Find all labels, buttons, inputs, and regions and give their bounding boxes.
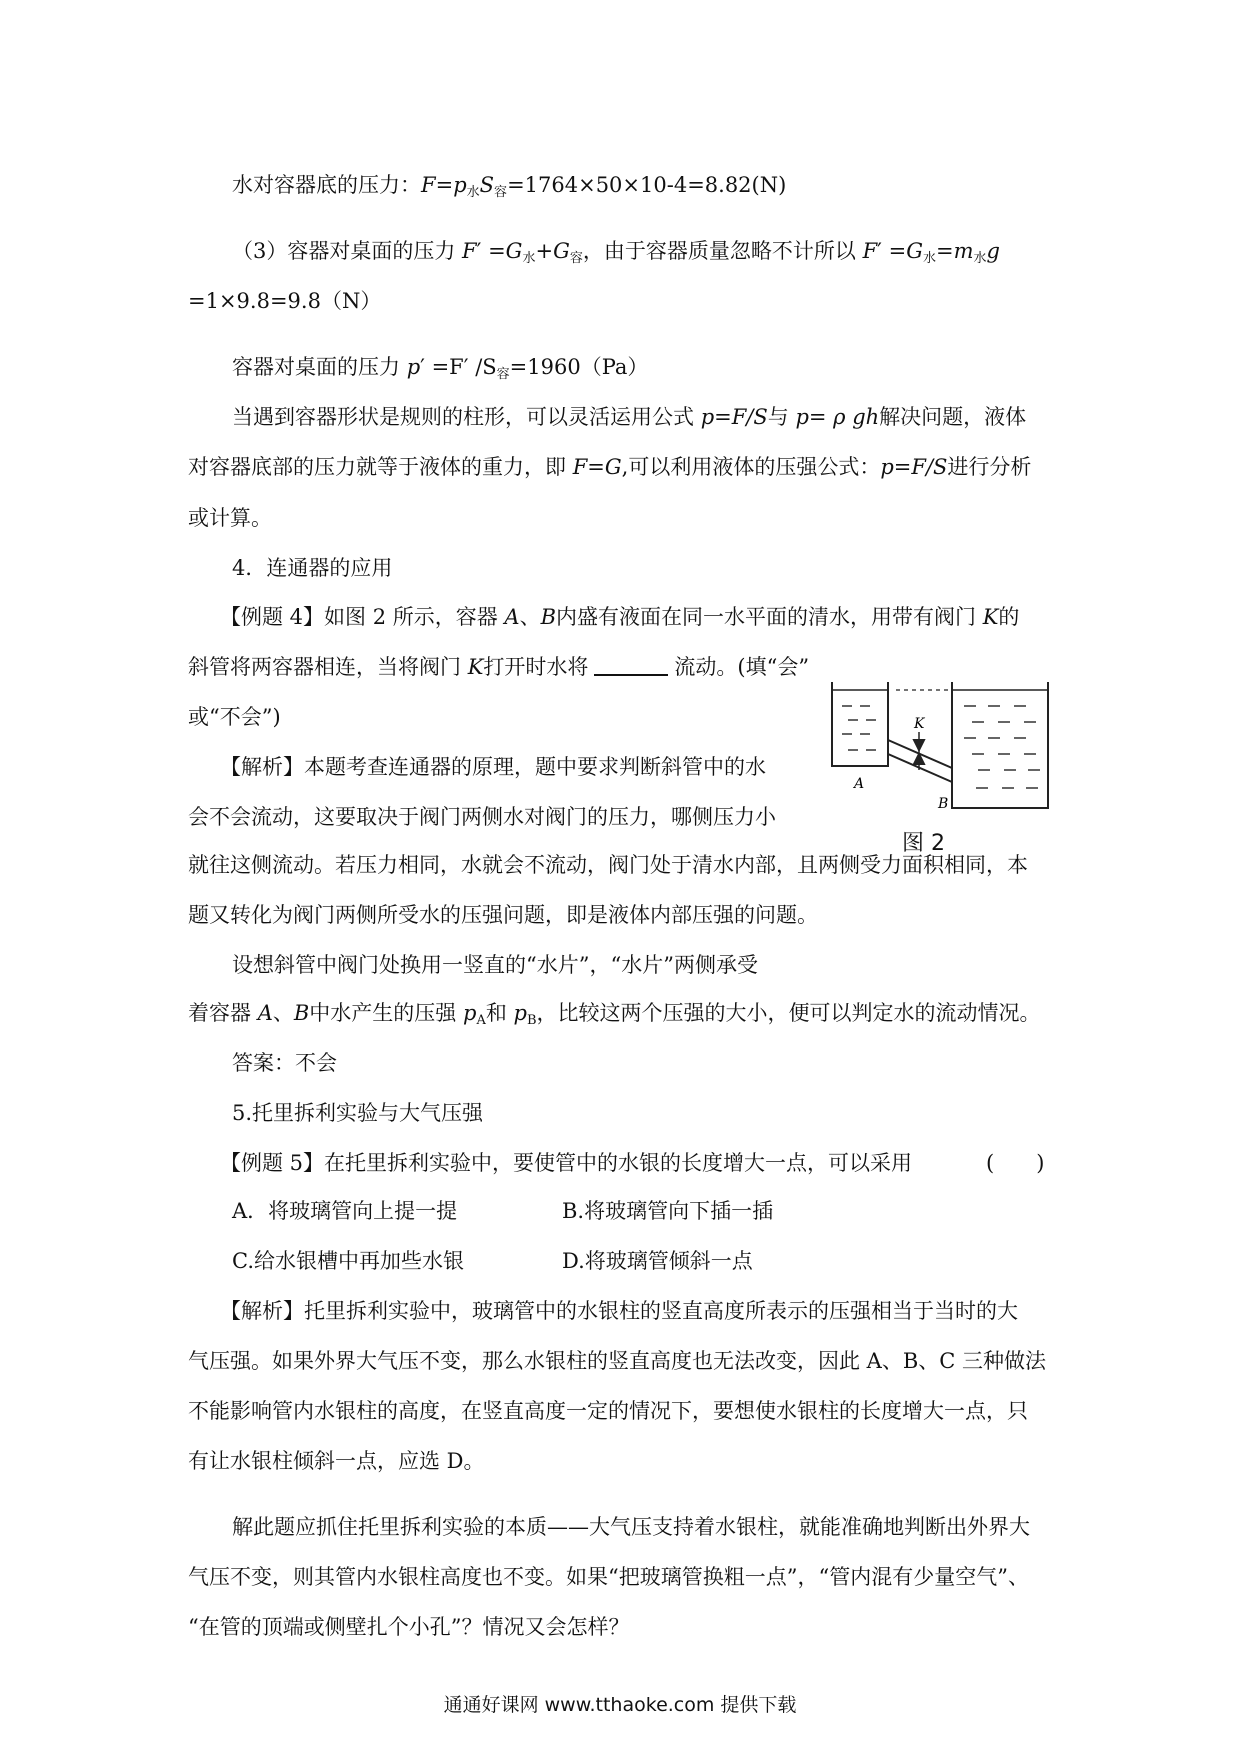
text: 和 xyxy=(485,1001,514,1025)
page-footer: 通通好课网 www.tthaoke.com 提供下载 xyxy=(443,1694,797,1716)
figure-2-diagram xyxy=(828,670,1054,830)
text: ′ =F′ /S xyxy=(420,355,497,379)
symbol: F xyxy=(462,239,477,263)
section-heading: 5.托里拆利实验与大气压强 xyxy=(232,1101,484,1125)
text: ,可以利用液体的压强公式： xyxy=(621,455,881,479)
symbol: B xyxy=(540,605,557,629)
text: 对容器底部的压力就等于液体的重力，即 xyxy=(188,455,573,479)
answer-blank xyxy=(594,654,668,676)
text: 【例题 4】如图 2 所示，容器 xyxy=(220,605,505,629)
symbol: G xyxy=(906,239,923,263)
text: ，由于容器质量忽略不计所以 xyxy=(582,239,863,263)
text-line: 设想斜管中阀门处换用一竖直的“水片”，“水片”两侧承受 xyxy=(232,953,758,977)
text: 解决问题，液体 xyxy=(879,405,1027,429)
text: 水对容器底的压力： xyxy=(232,173,421,197)
symbol: G xyxy=(553,239,570,263)
text: = xyxy=(435,173,454,197)
text: 流动。(填“会” xyxy=(674,655,810,679)
text: 当遇到容器形状是规则的柱形，可以灵活运用公式 xyxy=(232,405,701,429)
text-line: 有让水银柱倾斜一点，应选 D。 xyxy=(188,1449,485,1473)
text-line: 会不会流动，这要取决于阀门两侧水对阀门的压力，哪侧压力小 xyxy=(188,805,776,829)
text-line xyxy=(220,602,1019,632)
figure-label-a: A xyxy=(854,776,865,792)
subscript: 容 xyxy=(496,367,510,382)
text: =1764×50×10-4=8.82(N) xyxy=(507,173,787,197)
text-line: 【解析】本题考查连通器的原理，题中要求判断斜管中的水 xyxy=(220,755,766,779)
answer-bracket: ( ) xyxy=(986,1151,1045,1175)
symbol: p xyxy=(453,173,467,197)
symbol: S xyxy=(479,173,495,197)
text-line: 题又转化为阀门两侧所受水的压强问题，即是液体内部压强的问题。 xyxy=(188,903,818,927)
answer-line: 答案：不会 xyxy=(232,1051,337,1075)
text-line xyxy=(188,452,1031,482)
text-line: 气压不变，则其管内水银柱高度也不变。如果“把玻璃管换粗一点”，“管内混有少量空气”、 xyxy=(188,1565,1029,1589)
text: 容器对桌面的压力 xyxy=(232,355,407,379)
symbol: p xyxy=(513,1001,527,1025)
text-line: 解此题应抓住托里拆利实验的本质——大气压支持着水银柱，就能准确地判断出外界大 xyxy=(232,1515,1030,1539)
subscript: 容 xyxy=(569,251,583,266)
subscript: B xyxy=(526,1013,537,1028)
symbol: A xyxy=(504,605,520,629)
text-line xyxy=(232,236,1000,266)
symbol: G xyxy=(505,239,523,263)
text-line: =1×9.8=9.8（N） xyxy=(188,289,382,313)
symbol: g xyxy=(986,239,1000,263)
text: + xyxy=(535,239,554,263)
formula: p=F/S xyxy=(700,405,768,429)
formula: p=F/S xyxy=(880,455,948,479)
formula: F=G xyxy=(572,455,622,479)
text-line: 就往这侧流动。若压力相同，水就会不流动，阀门处于清水内部，且两侧受力面积相同，本 xyxy=(188,853,1028,877)
text: ，比较这两个压强的大小，便可以判定水的流动情况。 xyxy=(536,1001,1041,1025)
subscript: A xyxy=(476,1013,486,1028)
formula: p= ρ gh xyxy=(795,405,880,429)
text-line: 不能影响管内水银柱的高度，在竖直高度一定的情况下，要想使水银柱的长度增大一点，只 xyxy=(188,1399,1028,1423)
text: 斜管将两容器相连，当将阀门 xyxy=(188,655,468,679)
text: 着容器 xyxy=(188,1001,258,1025)
section-heading: 4．连通器的应用 xyxy=(232,556,393,580)
option-c: C.给水银槽中再加些水银 xyxy=(232,1249,464,1273)
subscript: 容 xyxy=(494,185,508,200)
text: =1960（Pa） xyxy=(509,355,649,379)
text: 、 xyxy=(519,605,541,629)
text-line: “在管的顶端或侧壁扎个小孔”？情况又会怎样？ xyxy=(188,1615,630,1639)
symbol: F xyxy=(421,173,436,197)
figure-caption: 图 2 xyxy=(902,831,945,856)
symbol: m xyxy=(953,239,974,263)
symbol: K xyxy=(982,605,999,629)
text: ′ = xyxy=(877,239,907,263)
symbol: F xyxy=(862,239,878,263)
text: 内盛有液面在同一水平面的清水，用带有阀门 xyxy=(556,605,983,629)
text-line: 或“不会”) xyxy=(188,705,281,729)
subscript: 水 xyxy=(466,185,480,200)
subscript: 水 xyxy=(522,251,536,266)
subscript: 水 xyxy=(973,251,987,266)
text: 的 xyxy=(998,605,1020,629)
text: 与 xyxy=(767,405,796,429)
text-line xyxy=(232,352,648,382)
text: 中水产生的压强 xyxy=(309,1001,463,1025)
text-line: 或计算。 xyxy=(188,506,272,530)
text: 、 xyxy=(272,1001,294,1025)
symbol: A xyxy=(257,1001,273,1025)
text-line: 【解析】托里拆利实验中，玻璃管中的水银柱的竖直高度所表示的压强相当于当时的大 xyxy=(220,1299,1018,1323)
option-a: A．将玻璃管向上提一提 xyxy=(232,1199,458,1223)
symbol: p xyxy=(462,1001,477,1025)
text: = xyxy=(935,239,954,263)
text-line xyxy=(188,998,1041,1028)
figure-label-k: K xyxy=(914,716,925,732)
text: （3）容器对桌面的压力 xyxy=(232,239,463,263)
text-line: 气压强。如果外界大气压不变，那么水银柱的竖直高度也无法改变，因此 A、B、C 三种做法 xyxy=(188,1349,1047,1373)
figure-label-b: B xyxy=(938,796,949,812)
option-b: B.将玻璃管向下插一插 xyxy=(562,1199,774,1223)
symbol: K xyxy=(467,655,484,679)
option-d: D.将玻璃管倾斜一点 xyxy=(562,1249,753,1273)
text-line: 【例题 5】在托里拆利实验中，要使管中的水银的长度增大一点，可以采用 xyxy=(220,1151,913,1175)
text-line xyxy=(188,652,809,682)
text-line xyxy=(232,402,1026,432)
text: 打开时水将 xyxy=(483,655,589,679)
text: ′ = xyxy=(476,239,506,263)
subscript: 水 xyxy=(922,251,936,266)
symbol: p xyxy=(406,355,421,379)
symbol: B xyxy=(293,1001,310,1025)
text: 进行分析 xyxy=(947,455,1032,479)
text-line xyxy=(232,170,786,200)
